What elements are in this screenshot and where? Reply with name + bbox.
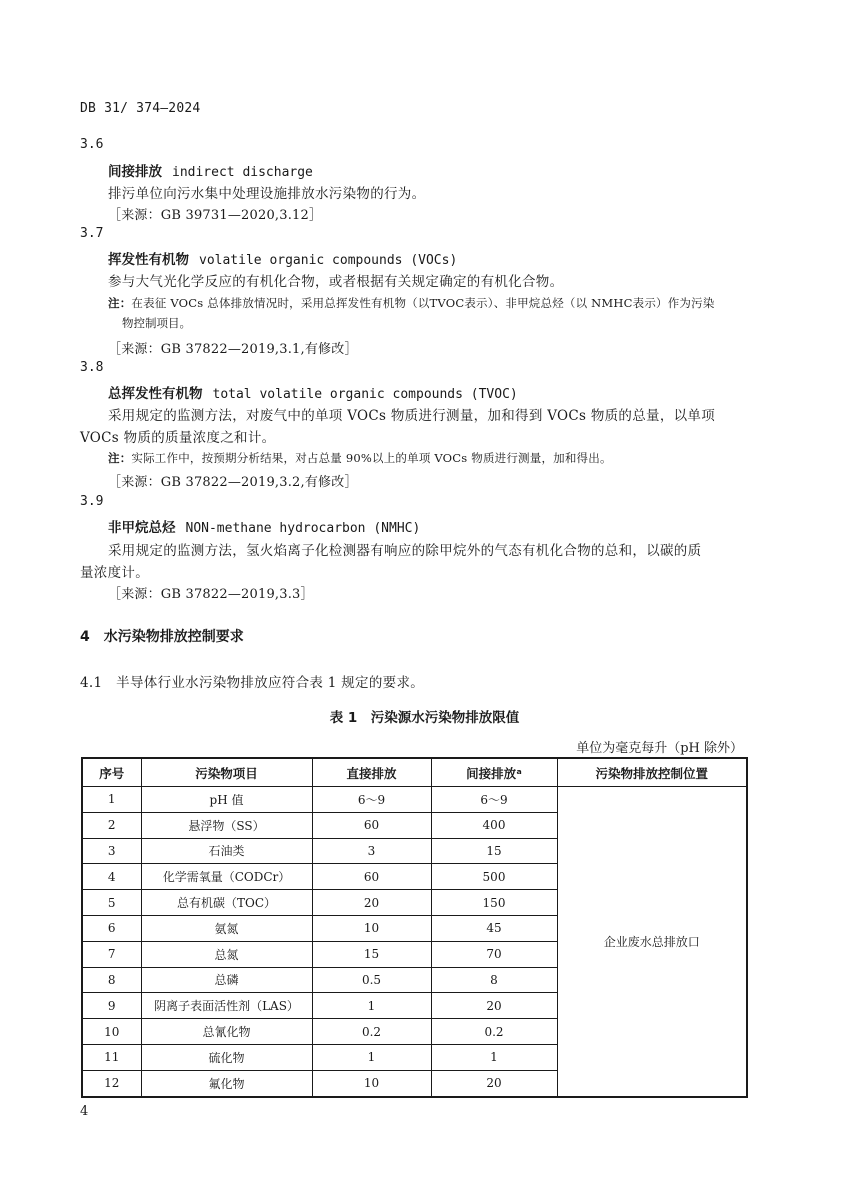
cell-indirect: 0.2 [431,1019,557,1045]
cell-indirect: 1 [431,1044,557,1070]
term-source: ［来源：GB 39731—2020,3.12］ [108,208,323,223]
cell-direct: 0.5 [312,967,431,993]
term-title [108,516,420,536]
cell-item: pH 值 [141,787,312,813]
cell-direct: 1 [312,993,431,1019]
clause-text: 4.1 半导体行业水污染物排放应符合表 1 规定的要求。 [80,675,425,691]
cell-direct: 60 [312,812,431,838]
cell-no: 8 [82,967,141,993]
term-zh: 挥发性有机物 [108,252,189,268]
table-row [82,787,747,813]
col-header: 污染物项目 [141,758,312,787]
note-text-continued: 物控制项目。 [122,316,191,330]
term-definition: 采用规定的监测方法，对废气中的单项 VOCs 物质进行测量，加和得到 VOCs 物质的总量，以单项 [108,408,716,424]
term-definition: 采用规定的监测方法，氢火焰离子化检测器有响应的除甲烷外的气态有机化合物的总和，以碳的质 [108,543,702,559]
cell-item: 总氰化物 [141,1019,312,1045]
cell-indirect: 45 [431,915,557,941]
term-definition-continued: VOCs 物质的质量浓度之和计。 [80,430,276,446]
cell-indirect: 8 [431,967,557,993]
document-code: DB 31/ 374—2024 [80,101,201,116]
term-zh: 总挥发性有机物 [108,386,203,402]
cell-indirect: 500 [431,864,557,890]
term-number: 3.9 [80,494,104,509]
cell-item: 硫化物 [141,1044,312,1070]
col-header: 间接排放ᵃ [431,758,557,787]
note-text: 实际工作中，按预期分析结果，对占总量 90%以上的单项 VOCs 物质进行测量，加和得出。 [131,451,612,465]
emission-limits-table [81,757,748,1098]
term-title [108,248,457,268]
page-number: 4 [80,1104,89,1119]
cell-indirect: 70 [431,941,557,967]
col-header: 直接排放 [312,758,431,787]
cell-direct: 10 [312,1070,431,1096]
cell-direct: 3 [312,838,431,864]
cell-indirect: 20 [431,993,557,1019]
cell-direct: 15 [312,941,431,967]
cell-no: 5 [82,890,141,916]
cell-item: 石油类 [141,838,312,864]
term-note [108,295,715,311]
cell-location: 企业废水总排放口 [557,787,747,1097]
cell-indirect: 20 [431,1070,557,1096]
cell-item: 氨氮 [141,915,312,941]
cell-no: 3 [82,838,141,864]
section-heading: 4 水污染物排放控制要求 [80,629,244,645]
note-label: 注： [108,451,132,465]
cell-indirect: 6～9 [431,787,557,813]
term-note [108,450,612,466]
cell-no: 4 [82,864,141,890]
cell-no: 2 [82,812,141,838]
term-source: ［来源：GB 37822—2019,3.1,有修改］ [108,342,358,357]
cell-direct: 20 [312,890,431,916]
cell-item: 总氮 [141,941,312,967]
cell-indirect: 400 [431,812,557,838]
term-title [108,160,313,180]
term-en: NON-methane hydrocarbon (NMHC) [185,521,421,536]
cell-indirect: 15 [431,838,557,864]
term-definition: 参与大气光化学反应的有机化合物，或者根据有关规定确定的有机化合物。 [108,274,564,290]
cell-no: 12 [82,1070,141,1096]
cell-item: 总磷 [141,967,312,993]
cell-item: 总有机碳（TOC） [141,890,312,916]
term-source: ［来源：GB 37822—2019,3.3］ [108,587,314,602]
term-zh: 间接排放 [108,164,162,180]
table-caption: 表 1 污染源水污染物排放限值 [329,710,520,726]
cell-direct: 1 [312,1044,431,1070]
note-text: 在表征 VOCs 总体排放情况时，采用总挥发性有机物（以TVOC表示）、非甲烷总烃（以 NMHC表示）作为污染 [131,296,715,310]
cell-no: 1 [82,787,141,813]
col-header: 序号 [82,758,141,787]
cell-direct: 10 [312,915,431,941]
col-header: 污染物排放控制位置 [557,758,747,787]
cell-item: 悬浮物（SS） [141,812,312,838]
term-number: 3.6 [80,137,104,152]
term-source: ［来源：GB 37822—2019,3.2,有修改］ [108,475,358,490]
cell-indirect: 150 [431,890,557,916]
cell-direct: 0.2 [312,1019,431,1045]
cell-no: 7 [82,941,141,967]
term-en: volatile organic compounds (VOCs) [199,253,458,268]
term-en: indirect discharge [172,165,313,180]
cell-direct: 60 [312,864,431,890]
table-unit: 单位为毫克每升（pH 除外） [576,741,743,756]
cell-item: 阴离子表面活性剂（LAS） [141,993,312,1019]
term-number: 3.7 [80,226,104,241]
term-definition-continued: 量浓度计。 [80,565,149,581]
cell-no: 11 [82,1044,141,1070]
term-en: total volatile organic compounds (TVOC) [212,387,518,402]
note-label: 注： [108,296,132,310]
cell-no: 9 [82,993,141,1019]
term-number: 3.8 [80,360,104,375]
table-header-row [82,758,747,787]
term-zh: 非甲烷总烃 [108,520,176,536]
cell-no: 10 [82,1019,141,1045]
term-definition: 排污单位向污水集中处理设施排放水污染物的行为。 [108,186,426,202]
cell-item: 化学需氧量（CODCr） [141,864,312,890]
term-title [108,382,518,402]
cell-item: 氟化物 [141,1070,312,1096]
cell-no: 6 [82,915,141,941]
cell-direct: 6～9 [312,787,431,813]
